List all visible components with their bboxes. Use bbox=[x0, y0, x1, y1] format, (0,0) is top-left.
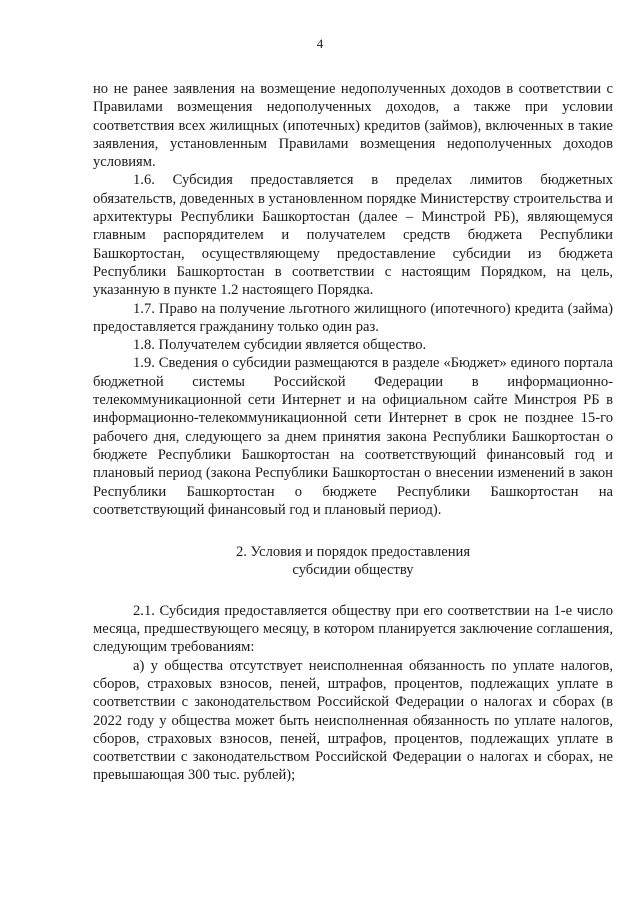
document-body bbox=[93, 80, 613, 785]
section-heading-line-2: субсидии обществу bbox=[292, 562, 414, 579]
paragraph-1-7: 1.7. Право на получение льготного жилищного (ипотечного) кредита (займа) предоставляется гражданину только один раз. bbox=[93, 300, 613, 335]
paragraph-1-8: 1.8. Получателем субсидии является общество. bbox=[133, 337, 427, 354]
paragraph-1-6: 1.6. Субсидия предоставляется в пределах лимитов бюджетных обязательств, доведенных в установленном порядке Министерству строительства и архитектуры Республики Башкортостан (далее – Минстрой РБ), являющемуся главным распорядителем и получателем средств бюджета Республики Башкортостан, осуществляющему предоставление субсидии из бюджета Республики Башкортостан в соответствии с настоящим Порядком, на цель, указанную в пункте 1.2 настоящего Порядка. bbox=[93, 172, 613, 299]
paragraph-continuation: но не ранее заявления на возмещение недополученных доходов в соответствии с Правилами возмещения недополученных доходов, а также при условии соответствия всех жилищных (ипотечных) кредитов (займов), включенных в такие заявления, установленным Правилами возмещения недополученных доходов условиям. bbox=[93, 81, 613, 171]
paragraph-2-1-a: а) у общества отсутствует неисполненная обязанность по уплате налогов, сборов, страховых взносов, пеней, штрафов, процентов, подлежащих уплате в соответствии с законодательством Российской Федерации о налогах и сборах (в 2022 году у общества может быть неисполненная обязанность по уплате налогов, сборов, страховых взносов, пеней, штрафов, процентов, подлежащих уплате в соответствии с законодательством Российской Федерации о налогах и сборах, не превышающая 300 тыс. рублей); bbox=[93, 657, 613, 784]
paragraph-1-9: 1.9. Сведения о субсидии размещаются в разделе «Бюджет» единого портала бюджетной системы Российской Федерации в информационно-телекоммуникационной сети Интернет и на официальном сайте Минстроя РБ в информационно-телекоммуникационной сети Интернет в срок не позднее 15-го рабочего дня, следующего за днем принятия закона Республики Башкортостан о бюджете Республики Башкортостан на соответствующий финансовый год и плановый период (закона Республики Башкортостан о внесении изменений в закон Республики Башкортостан о бюджете Республики Башкортостан на соответствующий финансовый год и плановый период). bbox=[93, 355, 613, 518]
paragraph-2-1: 2.1. Субсидия предоставляется обществу при его соответствии на 1-е число месяца, предшествующего месяцу, в котором планируется заключение соглашения, следующим требованиям: bbox=[93, 602, 613, 656]
page-number: 4 bbox=[316, 36, 324, 51]
section-heading-line-1: 2. Условия и порядок предоставления bbox=[235, 544, 471, 561]
section-heading-2 bbox=[93, 543, 613, 580]
